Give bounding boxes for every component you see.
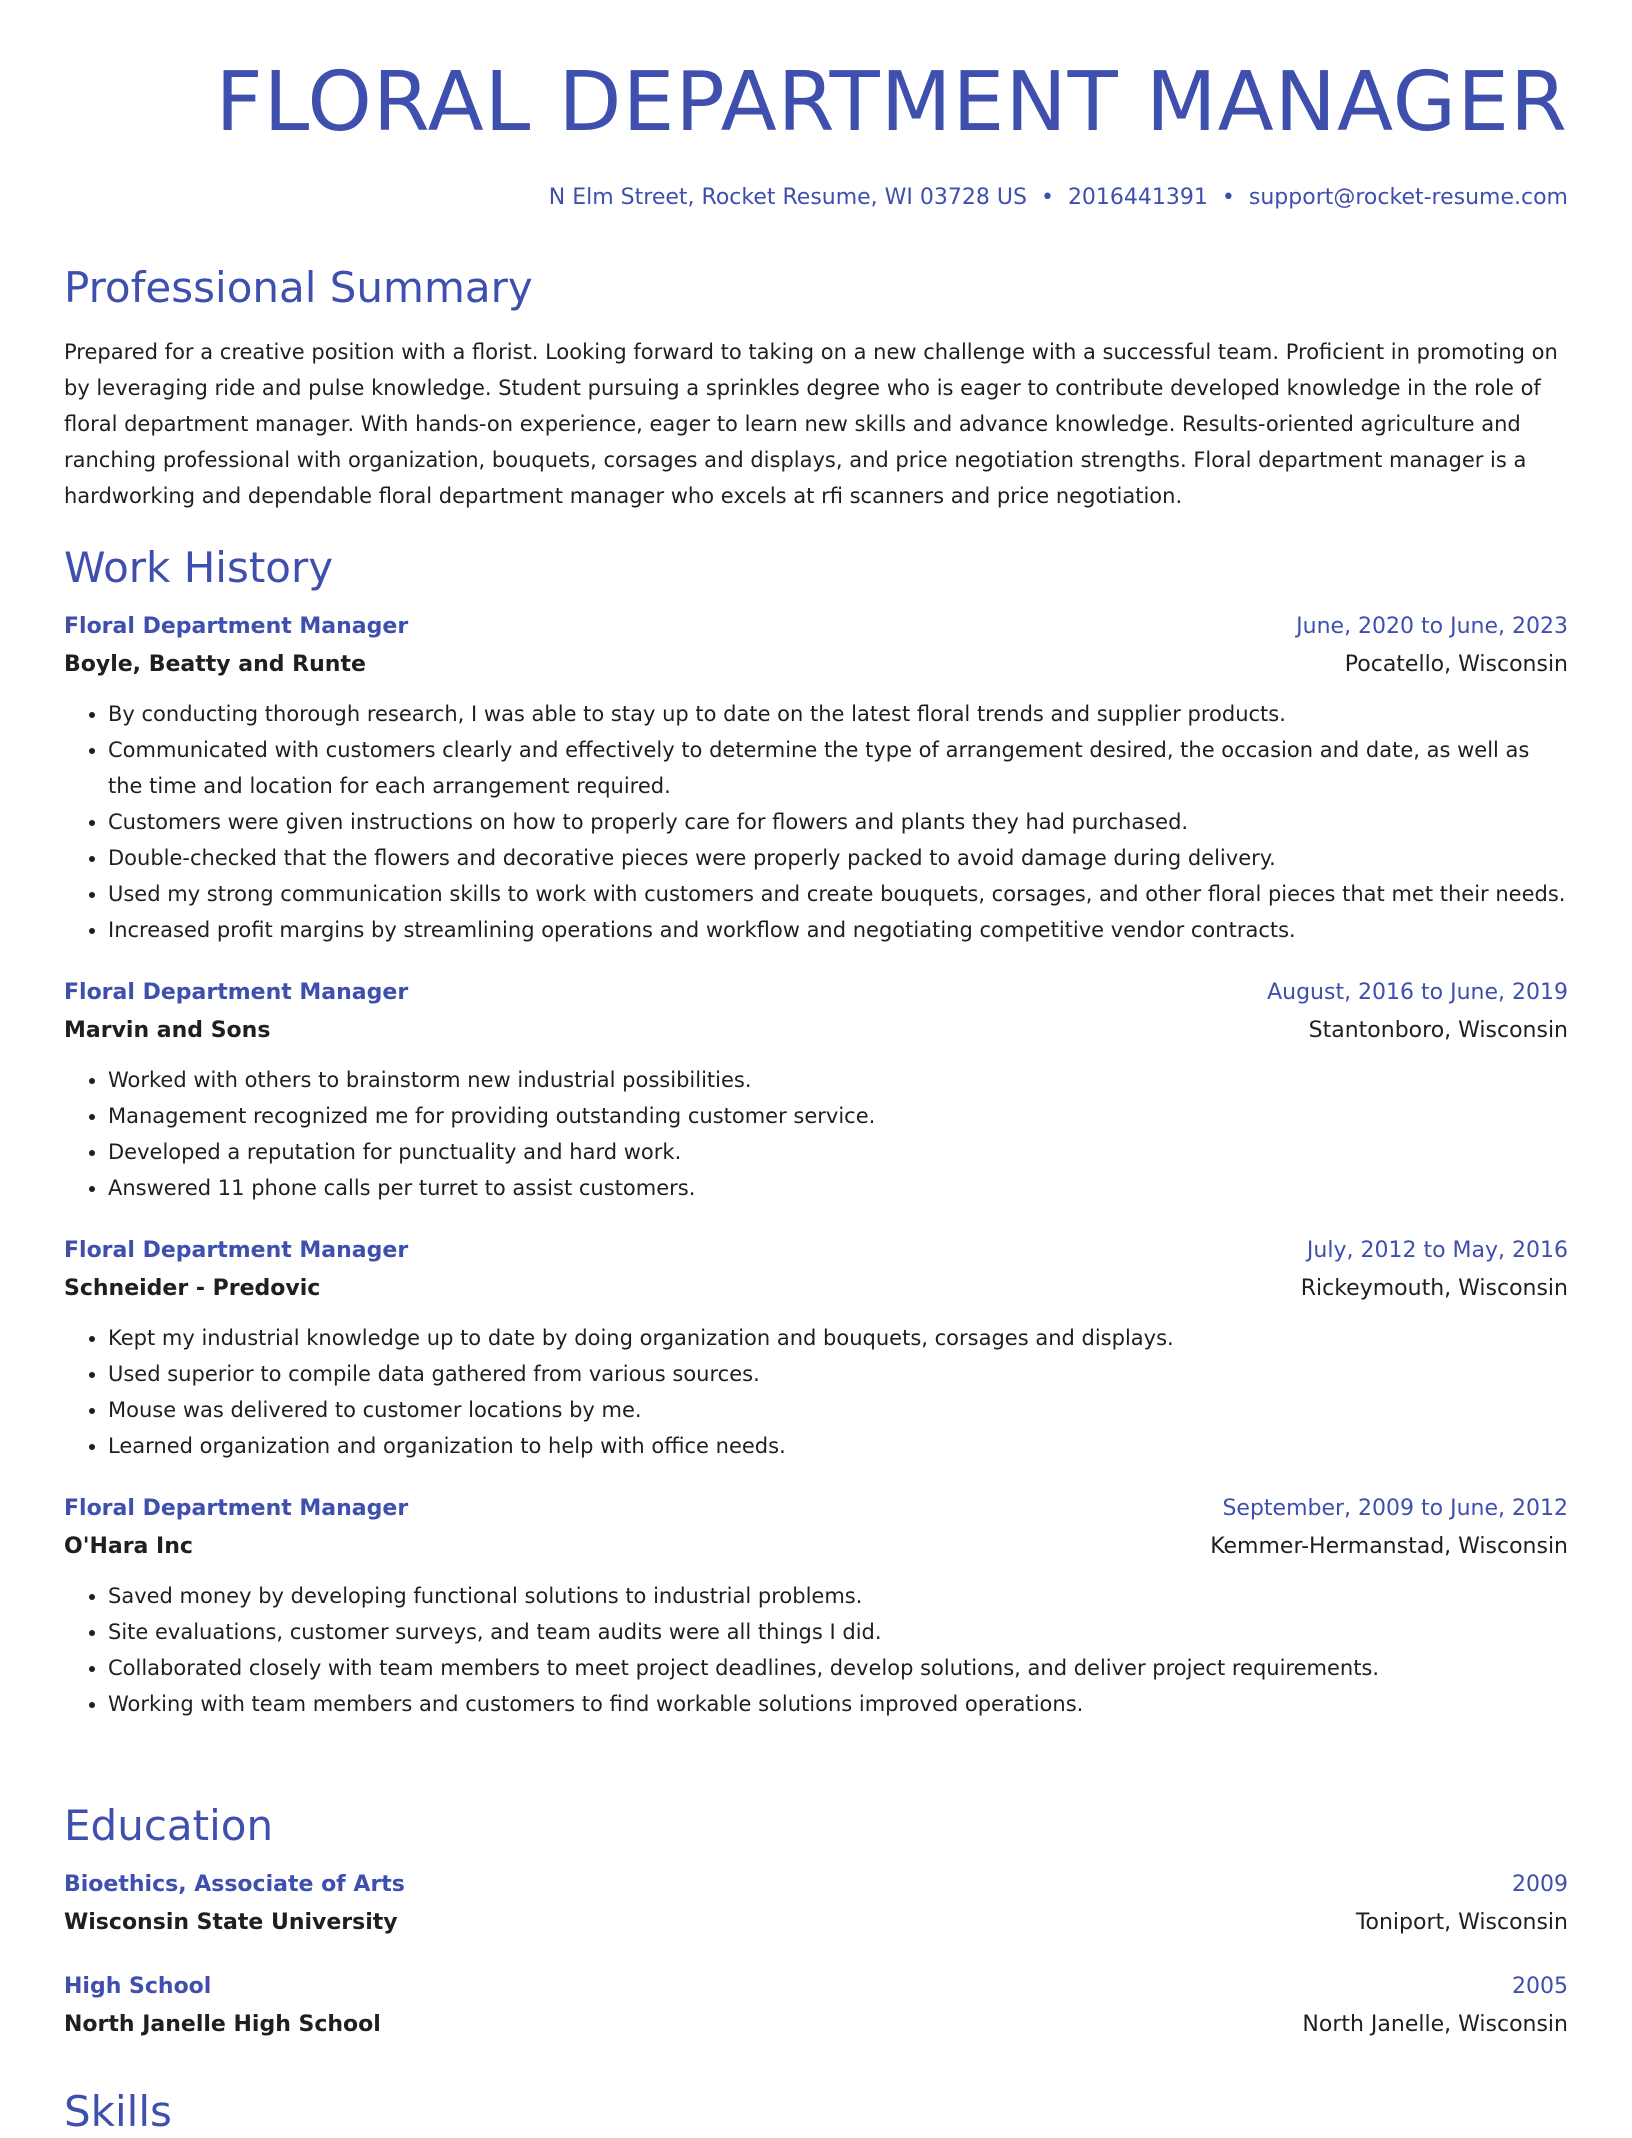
work-entry-header — [64, 1490, 1568, 1528]
section-heading-summary: Professional Summary — [64, 263, 533, 312]
education-entry-subheader — [64, 2006, 1568, 2044]
work-entry-subheader — [64, 646, 1568, 684]
job-title: Floral Department Manager — [64, 1238, 409, 1263]
section-heading-work: Work History — [64, 543, 334, 592]
job-dates: July, 2012 to May, 2016 — [1306, 1238, 1568, 1263]
skills-section — [64, 2086, 1568, 2138]
work-entry-subheader — [64, 1012, 1568, 1050]
school-location: Toniport, Wisconsin — [1355, 1910, 1568, 1935]
work-entry-subheader — [64, 1270, 1568, 1308]
contact-email: support@rocket-resume.com — [1248, 185, 1568, 210]
job-bullets — [64, 1578, 1568, 1722]
work-history-section — [64, 542, 1568, 1722]
education-entry-subheader — [64, 1904, 1568, 1942]
job-bullet: • Answered 11 phone calls per turret to assist customers. — [108, 1170, 1568, 1206]
job-bullet: • Developed a reputation for punctuality and hard work. — [108, 1134, 1568, 1170]
job-dates: September, 2009 to June, 2012 — [1222, 1496, 1568, 1521]
job-bullets — [64, 696, 1568, 948]
work-entry-header — [64, 974, 1568, 1012]
work-entry — [64, 974, 1568, 1206]
company-name: Schneider - Predovic — [64, 1276, 321, 1301]
job-bullet: • By conducting thorough research, I was able to stay up to date on the latest floral trends and supplier products. — [108, 696, 1568, 732]
education-entry — [64, 1866, 1568, 1942]
job-bullet: • Working with team members and customers to find workable solutions improved operations. — [108, 1686, 1568, 1722]
job-bullet: • Kept my industrial knowledge up to date by doing organization and bouquets, corsages and displays. — [108, 1320, 1568, 1356]
work-entry-header — [64, 1232, 1568, 1270]
job-bullet: • Mouse was delivered to customer locations by me. — [108, 1392, 1568, 1428]
job-bullet: • Saved money by developing functional solutions to industrial problems. — [108, 1578, 1568, 1614]
job-bullet: • Management recognized me for providing outstanding customer service. — [108, 1098, 1568, 1134]
degree-name: High School — [64, 1974, 212, 1999]
work-entry — [64, 1232, 1568, 1464]
work-entry-subheader — [64, 1528, 1568, 1566]
contact-address: N Elm Street, Rocket Resume, WI 03728 US — [548, 185, 1027, 210]
education-section — [64, 1800, 1568, 2044]
degree-name: Bioethics, Associate of Arts — [64, 1872, 405, 1897]
school-location: North Janelle, Wisconsin — [1302, 2012, 1568, 2037]
job-location: Kemmer-Hermanstad, Wisconsin — [1210, 1534, 1568, 1559]
job-title: Floral Department Manager — [64, 614, 409, 639]
section-heading-education: Education — [64, 1801, 274, 1850]
job-title: Floral Department Manager — [64, 1496, 409, 1521]
section-heading-skills: Skills — [64, 2087, 172, 2136]
school-name: Wisconsin State University — [64, 1910, 398, 1935]
job-location: Stantonboro, Wisconsin — [1308, 1018, 1568, 1043]
graduation-year: 2009 — [1512, 1872, 1568, 1897]
resume-header — [64, 0, 1568, 213]
summary-text: Prepared for a creative position with a florist. Looking forward to taking on a new challenge with a successful team. Proficient in promoting on by leveraging ride and pulse knowledge. Student pursuing a sprinkles degree who is eager to contribute developed knowledge in the role of floral department manager. With hands-on experience, eager to learn new skills and advance knowledge. Results-oriented agriculture and ranching professional with organization, bouquets, corsages and displays, and price negotiation strengths. Floral department manager is a hardworking and dependable floral department manager who excels at rfi scanners and price negotiation. — [64, 340, 1558, 508]
education-entry-header — [64, 1866, 1568, 1904]
job-bullet: • Increased profit margins by streamlining operations and workflow and negotiating competitive vendor contracts. — [108, 912, 1568, 948]
job-dates: June, 2020 to June, 2023 — [1296, 614, 1568, 639]
work-entry-header — [64, 608, 1568, 646]
education-entries — [64, 1866, 1568, 2044]
graduation-year: 2005 — [1512, 1974, 1568, 1999]
work-entry — [64, 608, 1568, 948]
contact-line — [64, 183, 1568, 213]
company-name: O'Hara Inc — [64, 1534, 193, 1559]
school-name: North Janelle High School — [64, 2012, 381, 2037]
contact-separator: • — [1221, 185, 1235, 210]
job-title: Floral Department Manager — [64, 980, 409, 1005]
professional-summary-section — [64, 262, 1568, 514]
job-bullet: • Site evaluations, customer surveys, and team audits were all things I did. — [108, 1614, 1568, 1650]
education-entry-header — [64, 1968, 1568, 2006]
job-bullet: • Customers were given instructions on how to properly care for flowers and plants they had purchased. — [108, 804, 1568, 840]
job-bullet: • Collaborated closely with team members to meet project deadlines, develop solutions, and deliver project requirements. — [108, 1650, 1568, 1686]
education-entry — [64, 1968, 1568, 2044]
company-name: Marvin and Sons — [64, 1018, 271, 1043]
job-bullet: • Communicated with customers clearly and effectively to determine the type of arrangement desired, the occasion and date, as well as the time and location for each arrangement required. — [108, 732, 1568, 804]
job-location: Pocatello, Wisconsin — [1344, 652, 1568, 677]
job-bullet: • Used superior to compile data gathered from various sources. — [108, 1356, 1568, 1392]
contact-phone: 2016441391 — [1067, 185, 1208, 210]
company-name: Boyle, Beatty and Runte — [64, 652, 366, 677]
job-bullets — [64, 1320, 1568, 1464]
resume-page — [64, 0, 1568, 2136]
job-dates: August, 2016 to June, 2019 — [1267, 980, 1568, 1005]
job-location: Rickeymouth, Wisconsin — [1300, 1276, 1568, 1301]
candidate-title: FLORAL DEPARTMENT MANAGER — [215, 55, 1568, 150]
job-bullet: • Double-checked that the flowers and decorative pieces were properly packed to avoid damage during delivery. — [108, 840, 1568, 876]
work-entry — [64, 1490, 1568, 1722]
work-entries — [64, 608, 1568, 1722]
job-bullet: • Worked with others to brainstorm new industrial possibilities. — [108, 1062, 1568, 1098]
job-bullets — [64, 1062, 1568, 1206]
job-bullet: • Used my strong communication skills to work with customers and create bouquets, corsages, and other floral pieces that met their needs. — [108, 876, 1568, 912]
contact-separator: • — [1040, 185, 1054, 210]
job-bullet: • Learned organization and organization to help with office needs. — [108, 1428, 1568, 1464]
